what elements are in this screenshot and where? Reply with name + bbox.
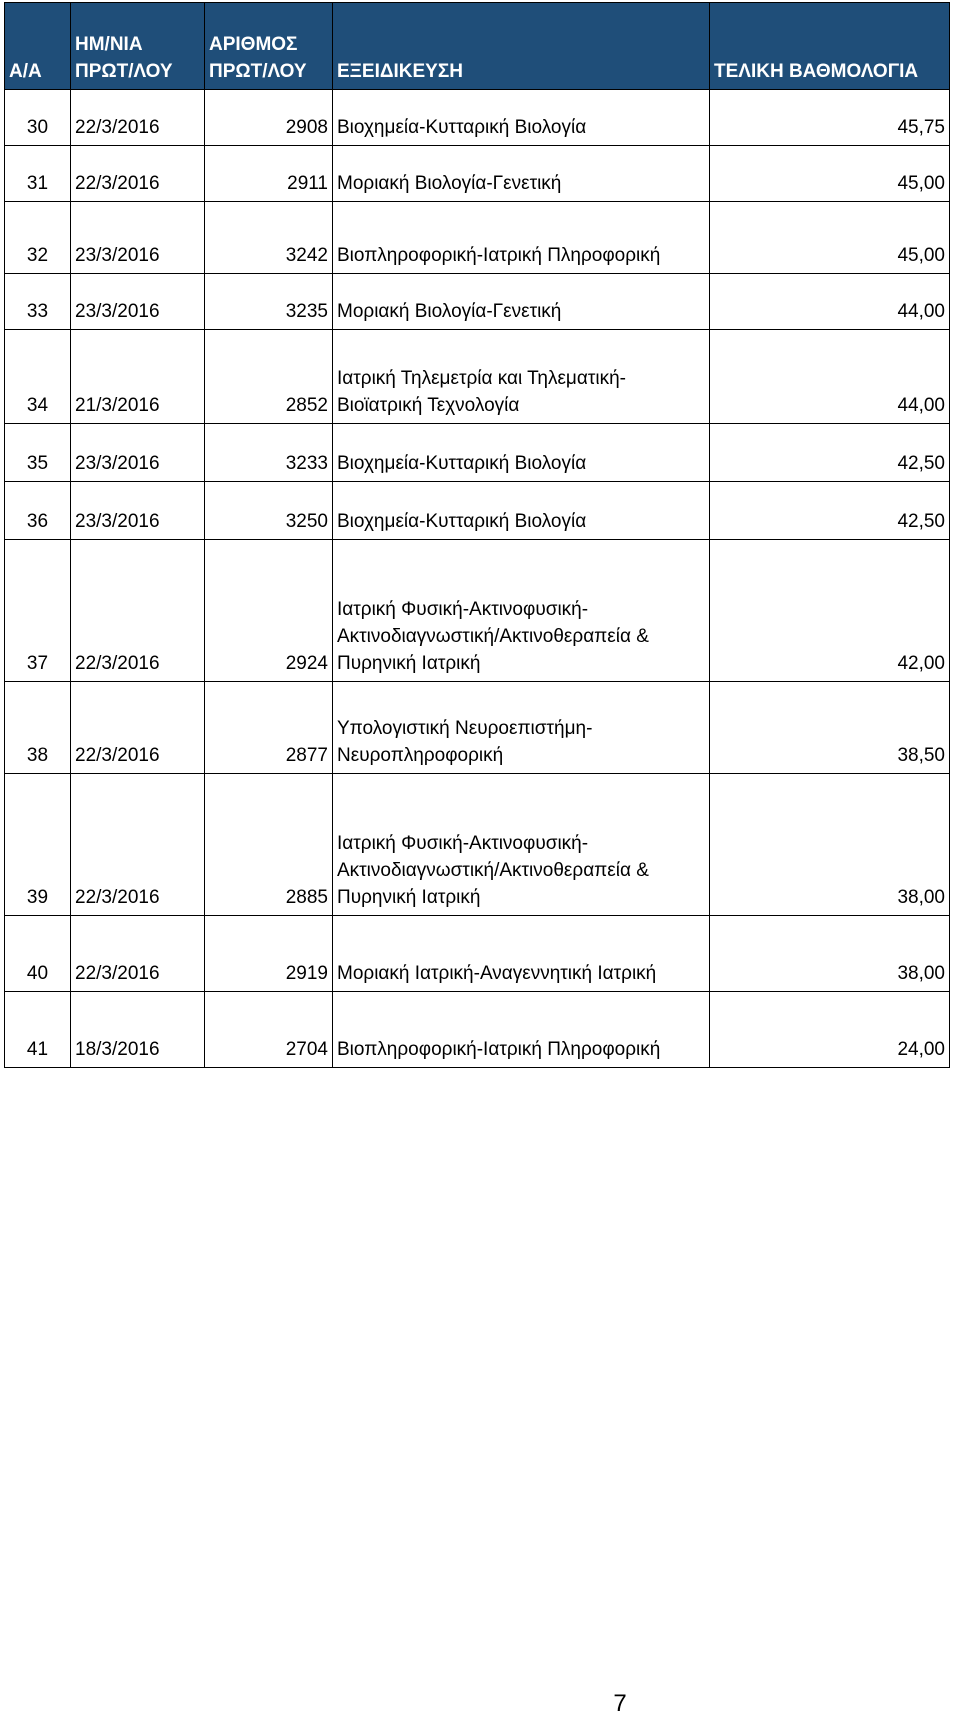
cell-aa: 31 (5, 146, 71, 202)
table-row (5, 424, 950, 482)
cell-date: 22/3/2016 (71, 774, 205, 916)
cell-date: 18/3/2016 (71, 992, 205, 1068)
cell-date: 23/3/2016 (71, 274, 205, 330)
cell-grade: 44,00 (710, 274, 950, 330)
cell-specialization: Υπολογιστική Νευροεπιστήμη-Νευροπληροφορική (333, 682, 710, 774)
table-body (5, 90, 950, 1068)
cell-number: 2877 (205, 682, 333, 774)
cell-number: 2704 (205, 992, 333, 1068)
cell-grade: 42,50 (710, 424, 950, 482)
cell-aa: 33 (5, 274, 71, 330)
cell-grade: 45,00 (710, 202, 950, 274)
cell-grade: 38,00 (710, 774, 950, 916)
cell-aa: 38 (5, 682, 71, 774)
cell-number: 2852 (205, 330, 333, 424)
cell-aa: 39 (5, 774, 71, 916)
cell-grade: 24,00 (710, 992, 950, 1068)
cell-specialization: Βιοχημεία-Κυτταρική Βιολογία (333, 482, 710, 540)
table-row (5, 90, 950, 146)
cell-aa: 37 (5, 540, 71, 682)
cell-grade: 42,00 (710, 540, 950, 682)
header-number: ΑΡΙΘΜΟΣ ΠΡΩΤ/ΛΟΥ (205, 3, 333, 90)
cell-number: 2908 (205, 90, 333, 146)
cell-specialization: Ιατρική Φυσική-Ακτινοφυσική-Ακτινοδιαγνωστική/Ακτινοθεραπεία & Πυρηνική Ιατρική (333, 540, 710, 682)
cell-date: 22/3/2016 (71, 682, 205, 774)
cell-number: 2924 (205, 540, 333, 682)
cell-specialization: Βιοπληροφορική-Ιατρική Πληροφορική (333, 202, 710, 274)
cell-aa: 30 (5, 90, 71, 146)
cell-number: 2885 (205, 774, 333, 916)
table-row (5, 146, 950, 202)
cell-specialization: Ιατρική Τηλεμετρία και Τηλεματική-Βιοϊατρική Τεχνολογία (333, 330, 710, 424)
cell-specialization: Μοριακή Ιατρική-Αναγεννητική Ιατρική (333, 916, 710, 992)
cell-date: 23/3/2016 (71, 424, 205, 482)
header-aa: Α/Α (5, 3, 71, 90)
table-row (5, 202, 950, 274)
cell-aa: 36 (5, 482, 71, 540)
cell-date: 23/3/2016 (71, 202, 205, 274)
cell-specialization: Ιατρική Φυσική-Ακτινοφυσική-Ακτινοδιαγνωστική/Ακτινοθεραπεία & Πυρηνική Ιατρική (333, 774, 710, 916)
cell-grade: 42,50 (710, 482, 950, 540)
cell-number: 3250 (205, 482, 333, 540)
cell-date: 22/3/2016 (71, 90, 205, 146)
table-row (5, 274, 950, 330)
table-row (5, 540, 950, 682)
cell-date: 21/3/2016 (71, 330, 205, 424)
table-row (5, 682, 950, 774)
cell-grade: 45,00 (710, 146, 950, 202)
cell-aa: 40 (5, 916, 71, 992)
header-grade: ΤΕΛΙΚΗ ΒΑΘΜΟΛΟΓΙΑ (710, 3, 950, 90)
header-row (5, 3, 950, 90)
cell-aa: 32 (5, 202, 71, 274)
cell-number: 2911 (205, 146, 333, 202)
table-row (5, 992, 950, 1068)
header-specialization: ΕΞΕΙΔΙΚΕΥΣΗ (333, 3, 710, 90)
cell-date: 22/3/2016 (71, 916, 205, 992)
cell-date: 22/3/2016 (71, 540, 205, 682)
cell-specialization: Βιοχημεία-Κυτταρική Βιολογία (333, 424, 710, 482)
cell-aa: 34 (5, 330, 71, 424)
cell-date: 22/3/2016 (71, 146, 205, 202)
header-date: ΗΜ/ΝΙΑ ΠΡΩΤ/ΛΟΥ (71, 3, 205, 90)
cell-grade: 45,75 (710, 90, 950, 146)
results-table (4, 2, 950, 1068)
table-header (5, 3, 950, 90)
cell-grade: 44,00 (710, 330, 950, 424)
cell-specialization: Βιοχημεία-Κυτταρική Βιολογία (333, 90, 710, 146)
cell-number: 3242 (205, 202, 333, 274)
cell-aa: 41 (5, 992, 71, 1068)
table-row (5, 774, 950, 916)
cell-specialization: Μοριακή Βιολογία-Γενετική (333, 274, 710, 330)
table-row (5, 330, 950, 424)
cell-specialization: Βιοπληροφορική-Ιατρική Πληροφορική (333, 992, 710, 1068)
cell-grade: 38,00 (710, 916, 950, 992)
cell-number: 2919 (205, 916, 333, 992)
cell-number: 3235 (205, 274, 333, 330)
cell-date: 23/3/2016 (71, 482, 205, 540)
cell-specialization: Μοριακή Βιολογία-Γενετική (333, 146, 710, 202)
table-row (5, 482, 950, 540)
cell-grade: 38,50 (710, 682, 950, 774)
cell-number: 3233 (205, 424, 333, 482)
page-number: 7 (613, 1690, 627, 1717)
table-row (5, 916, 950, 992)
cell-aa: 35 (5, 424, 71, 482)
